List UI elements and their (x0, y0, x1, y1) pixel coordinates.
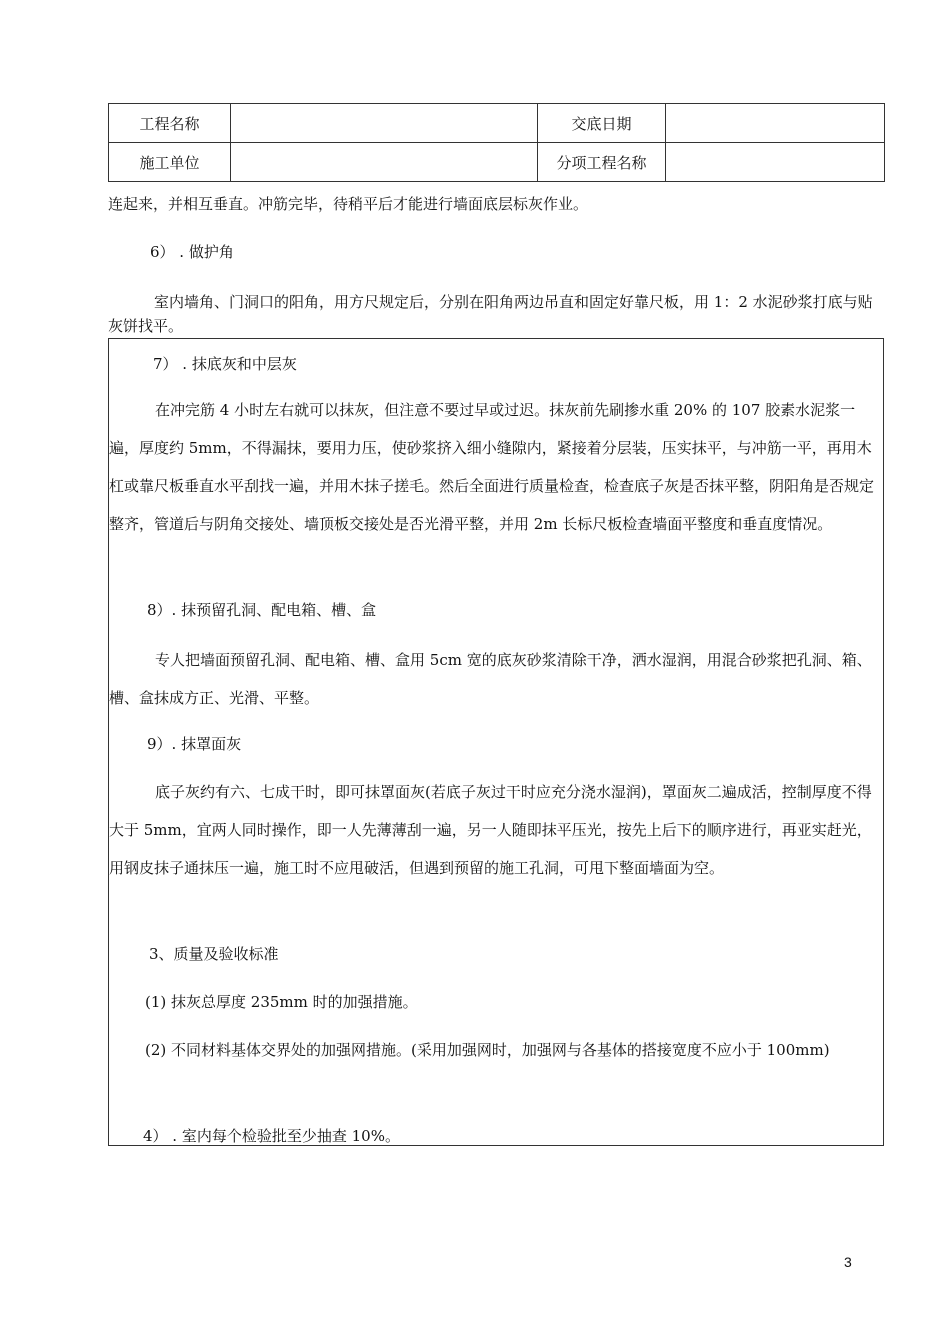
section-7-text: 在冲完筋 4 小时左右就可以抹灰，但注意不要过早或过迟。抹灰前先刷掺水重 20% 的 107 胶素水泥浆一遍，厚度约 5mm，不得漏抹，要用力压，使砂浆挤入细小缝隙内，紧接着分层装，压实抹平，与冲筋一平，再用木杠或靠尺板垂直水平刮找一遍，并用木抹子搓毛。然后全面进行质量检查，检查底子灰是否抹平整，阴阳角是否规定整齐，管道后与阴角交接处、墙顶板交接处是否光滑平整，并用 2m 长标尺板检查墙面平整度和垂直度情况。 (109, 401, 875, 533)
section-8-heading: 8）. 抹预留孔洞、配电箱、槽、盒 (147, 601, 377, 619)
section-7-heading: 7） . 抹底灰和中层灰 (153, 355, 297, 373)
section-8-text: 专人把墙面预留孔洞、配电箱、槽、盒用 5cm 宽的底灰砂浆清除干净，洒水湿润，用混合砂浆把孔洞、箱、槽、盒抹成方正、光滑、平整。 (109, 651, 872, 707)
construction-unit-value (231, 143, 538, 182)
section-6-text: 室内墙角、门洞口的阳角，用方尺规定后，分别在阳角两边吊直和固定好靠尺板，用 1：2 水泥砂浆打底与贴灰饼找平。 (108, 293, 873, 335)
construction-unit-label: 施工单位 (109, 143, 231, 182)
subproject-label: 分项工程名称 (538, 143, 666, 182)
section-9-heading: 9）. 抹罩面灰 (147, 735, 242, 753)
continuation-text: 连起来，并相互垂直。冲筋完毕，待稍平后才能进行墙面底层标灰作业。 (108, 195, 589, 213)
quality-item-1: (1) 抹灰总厚度 235mm 时的加强措施。 (145, 993, 418, 1011)
page-number: 3 (844, 1254, 852, 1270)
date-label: 交底日期 (538, 104, 666, 143)
project-name-label: 工程名称 (109, 104, 231, 143)
section-9-text: 底子灰约有六、七成干时，即可抹罩面灰(若底子灰过干时应充分浇水湿润)，罩面灰二遍成活，控制厚度不得大于 5mm，宜两人同时操作，即一人先薄薄刮一遍，另一人随即抹平压光，按先上后下的顺序进行，再亚实赶光，用钢皮抹子通抹压一遍，施工时不应甩破活，但遇到预留的施工孔洞，可甩下整面墙面为空。 (109, 783, 872, 877)
quality-item-4: 4） . 室内每个检验批至少抽查 10%。 (143, 1127, 400, 1145)
subproject-value (666, 143, 885, 182)
date-value (666, 104, 885, 143)
header-row-1 (109, 104, 885, 143)
content-box (108, 338, 884, 1146)
quality-item-2: (2) 不同材料基体交界处的加强网措施。(采用加强网时，加强网与各基体的搭接宽度不应小于 100mm) (145, 1041, 830, 1059)
quality-heading: 3、质量及验收标准 (149, 945, 279, 963)
header-row-2 (109, 143, 885, 182)
header-info-table (108, 103, 885, 182)
project-name-value (231, 104, 538, 143)
section-6-heading: 6） . 做护角 (150, 243, 234, 261)
